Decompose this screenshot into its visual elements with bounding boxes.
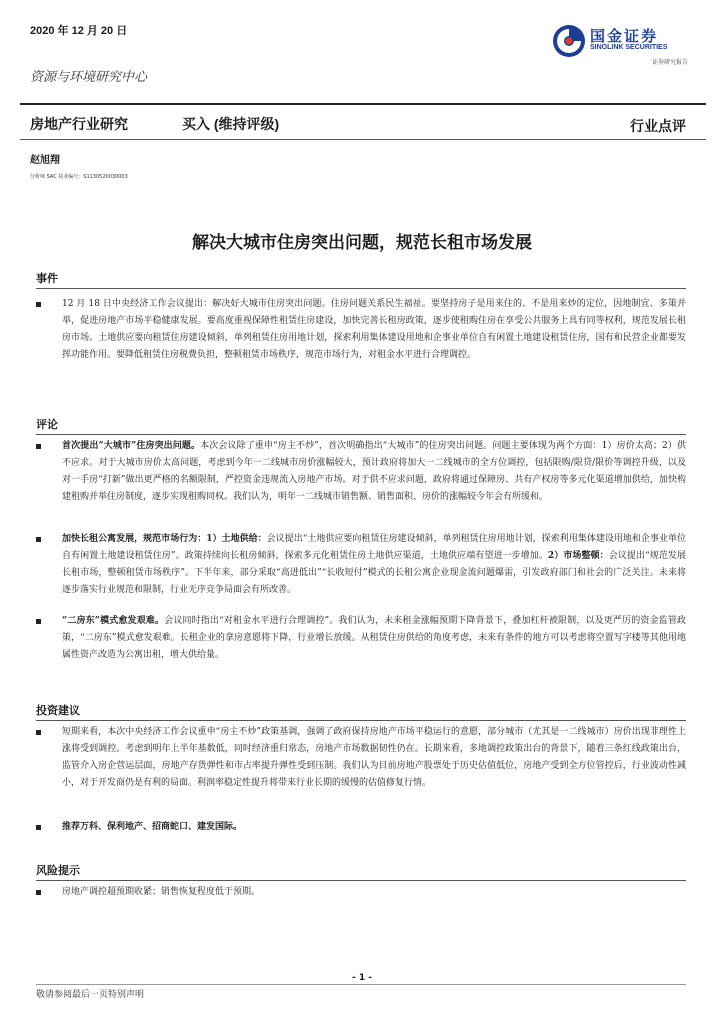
comment-item-1-lead: 首次提出“大城市”住房突出问题。 <box>62 441 201 451</box>
comment-item-3-text: 会议同时指出“对租金水平进行合理调控”。我们认为，未来租金涨幅预期下降背景下，叠加杠杆被限制，以及更严厉的资金监管政策，“二房东”模式愈发艰难。长租企业的拿房意愿将下降，行业增长放缓。从租赁住房供给的角度考虑，未来有条件的地方可以考虑将空置写字楼等其他用地属性资产改造为公寓出租，增大供给量。 <box>62 616 686 660</box>
comment-item-3 <box>62 613 686 664</box>
footer-divider <box>36 984 686 985</box>
event-divider <box>36 288 686 289</box>
advice-paragraph: 短期来看，本次中央经济工作会议重申“房主不炒”政策基调，强调了政府保持房地产市场平稳运行的意愿，部分城市（尤其是一二线城市）房价出现非理性上涨将受到调控。考虑到明年上半年基数低，同时经济重归常态，房地产市场数据韧性仍在。长期来看，多地调控政策出台的背景下，随着三条红线政策出台，监管介入房企营运层面，房地产存货弹性和市占率提升弹性受到压制。我们认为目前房地产股票处于历史估值低位，房地产受到全方位管控后，行业波动性减小，对于开发商仍是有利的局面。利润率稳定性提升将带来行业长期的缓慢的估值修复行情。 <box>62 727 686 788</box>
rating-label: 买入 (维持评级) <box>182 116 280 132</box>
author-name: 赵旭翔 <box>30 155 60 166</box>
page-number: - 1 - <box>352 973 372 983</box>
comment-item-2-text: 会议提出“土地供应要向租赁住房建设倾斜，单列租赁住房用地计划，探索利用集体建设用地和企事业单位自有闲置土地建设租赁住房”。政策持续向长租房倾斜，探索多元化租赁住房土地供应渠道，土地供应端有望进一步增加。 <box>62 534 686 561</box>
comment-item-2 <box>62 531 686 599</box>
advice-divider <box>36 720 686 721</box>
footer-disclaimer: 敬请参阅最后一页特别声明 <box>36 990 145 1000</box>
logo-chinese-name: 国金证券 <box>590 27 659 45</box>
comment-divider <box>36 434 686 435</box>
section-heading-risk: 风险提示 <box>36 864 80 877</box>
title-divider <box>20 139 706 140</box>
report-type: 行业点评 <box>630 119 686 135</box>
bullet <box>36 730 41 735</box>
bullet <box>36 302 41 307</box>
risk-divider <box>36 880 686 881</box>
author-license: 分析师 SAC 执业编号：S1130520030003 <box>30 174 128 180</box>
bullet <box>36 537 41 542</box>
comment-item-2-text-2: 会议提出“规范发展长租市场，整顿租赁市场秩序”。下半年来，部分采取“高进低出”“长收短付”模式的长租公寓企业现金流问题爆雷，引发政府部门和社会的广泛关注。未来将逐步落实行业规范和限制，行业无序竞争局面会有所改善。 <box>62 551 686 595</box>
comment-item-1 <box>62 438 686 506</box>
risk-paragraph: 房地产调控超预期收紧；销售恢复程度低于预期。 <box>62 887 261 897</box>
header-divider <box>20 103 706 105</box>
section-heading-comment: 评论 <box>36 418 58 431</box>
comment-item-2-lead: 加快长租公寓发展，规范市场行为：1）土地供给： <box>62 534 267 544</box>
logo-english-name: SINOLINK SECURITIES <box>590 44 668 51</box>
logo-subtitle: 证券研究报告 <box>651 59 688 66</box>
comment-item-3-lead: “二房东”模式愈发艰难。 <box>62 616 165 626</box>
sinolink-logo-icon <box>552 24 586 58</box>
comment-item-1-text: 本次会议除了重申“房主不炒”，首次明确指出“大城市”的住房突出问题。问题主要体现为两个方面：1）房价太高；2）供不应求。对于大城市房价太高问题，考虑到今年一二线城市房价涨幅较大，预计政府将加大一二线城市的全方位调控，包括限购/限贷/限价等调控升级，以及对一手房“打新”做出更严格的名额限制，严控资金违规流入房地产市场。对于供不应求问题，政府将通过保障房、共有产权房等多元化渠道增加供给，加快构建租购并举住房制度，逐步实现租购同权。我们认为，明年一二线城市销售额、销售面积、房价的涨幅较今年会有所缓和。 <box>62 441 686 502</box>
sinolink-logo <box>552 24 688 68</box>
research-center: 资源与环境研究中心 <box>30 70 148 85</box>
section-heading-advice: 投资建议 <box>36 704 80 717</box>
bullet <box>36 825 41 830</box>
report-title: 解决大城市住房突出问题，规范长租市场发展 <box>192 233 532 253</box>
bullet <box>36 619 41 624</box>
event-paragraph: 12 月 18 日中央经济工作会议提出：解决好大城市住房突出问题。住房问题关系民生福祉。要坚持房子是用来住的、不是用来炒的定位，因地制宜、多策并举，促进房地产市场平稳健康发展。要高度重视保障性租赁住房建设，加快完善长租房政策，逐步使租购住房在享受公共服务上具有同等权利，规范发展长租房市场。土地供应要向租赁住房建设倾斜，单列租赁住房用地计划，探索利用集体建设用地和企事业单位自有闲置土地建设租赁住房，国有和民营企业都要发挥功能作用。要降低租赁住房税费负担，整顿租赁市场秩序，规范市场行为，对租金水平进行合理调控。 <box>62 299 686 360</box>
industry-label: 房地产行业研究 <box>30 116 128 132</box>
report-date: 2020 年 12 月 20 日 <box>30 25 128 37</box>
section-heading-event: 事件 <box>36 272 58 285</box>
advice-recommendation: 推荐万科、保利地产、招商蛇口、建发国际。 <box>62 822 243 832</box>
bullet <box>36 890 41 895</box>
comment-item-2-lead-2: 2）市场整顿： <box>547 551 609 561</box>
bullet <box>36 444 41 449</box>
